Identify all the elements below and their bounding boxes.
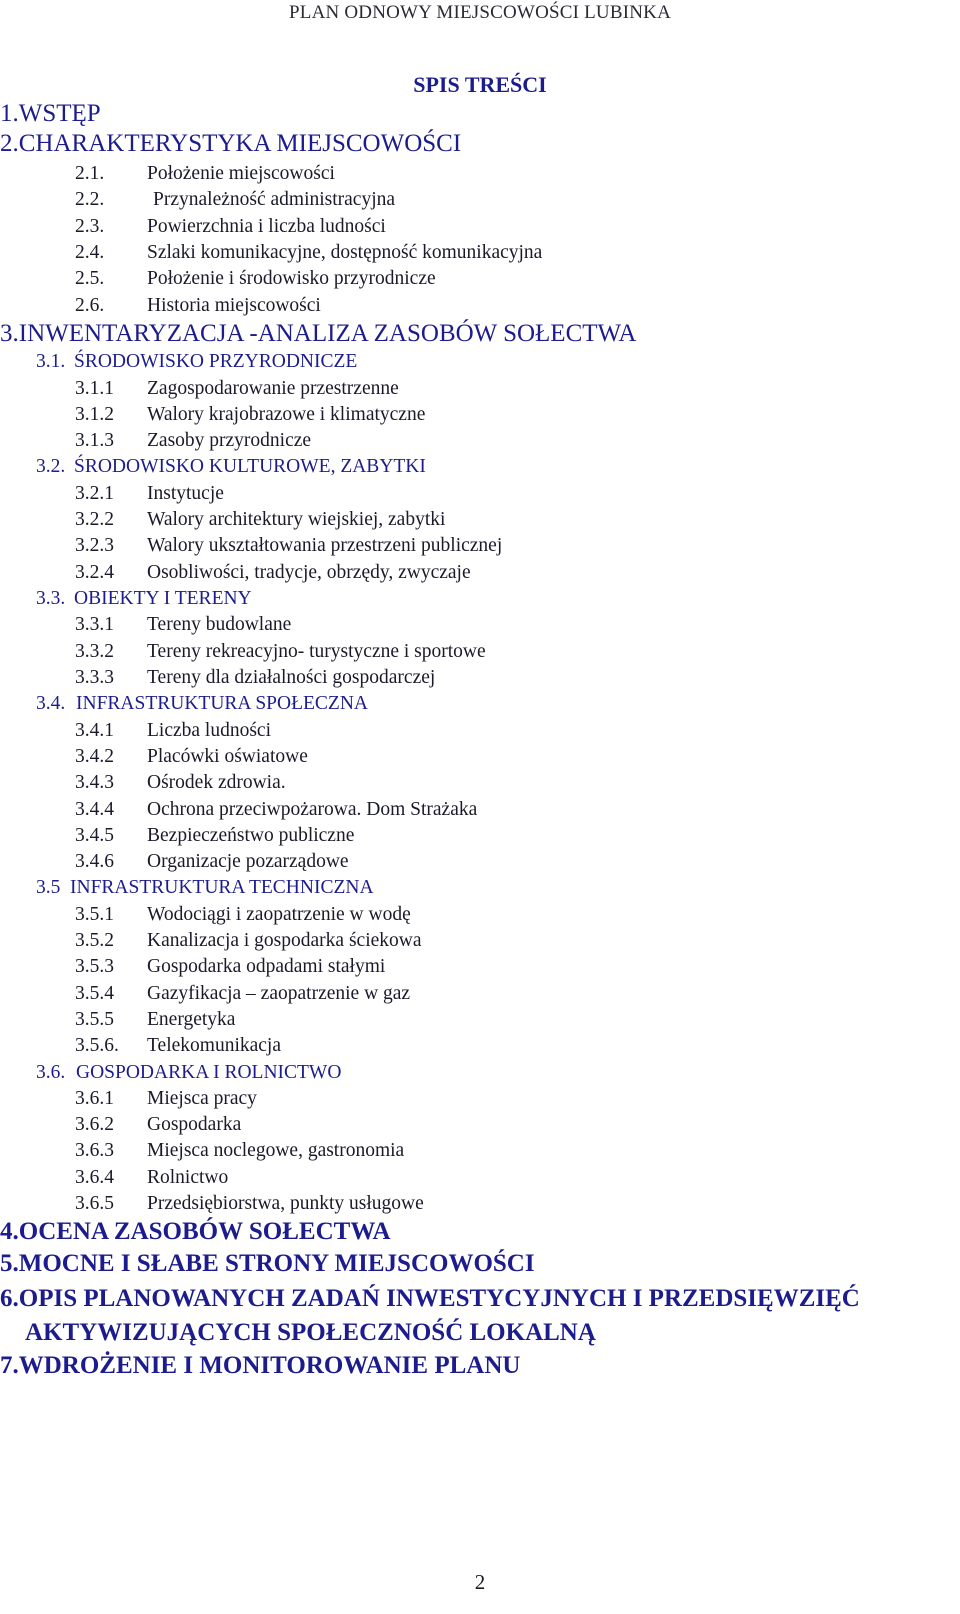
toc-entry-text: Zagospodarowanie przestrzenne [147, 378, 399, 399]
toc-entry [75, 189, 395, 211]
toc-entry [75, 562, 471, 584]
toc-entry-text: Organizacje pozarządowe [147, 851, 349, 872]
toc-entry-number: 2.4. [75, 242, 105, 263]
toc-entry-number: 7. [0, 1352, 19, 1379]
toc-entry-text: Zasoby przyrodnicze [147, 430, 312, 451]
toc-entry [36, 877, 374, 899]
toc-entry-number: 2.6. [75, 295, 105, 316]
toc-entry [36, 693, 368, 715]
toc-entry-number: 3.1. [36, 351, 66, 372]
toc-entry-text: GOSPODARKA I ROLNICTWO [76, 1062, 342, 1083]
toc-entry-number: 3.3.1 [75, 614, 114, 635]
toc-entry-number: 3.5.2 [75, 930, 114, 951]
toc-entry-number: 3.2.4 [75, 562, 114, 583]
toc-entry [75, 983, 410, 1005]
toc-entry-number: 3.5.3 [75, 956, 114, 977]
toc-entry-number: 3.2. [36, 456, 66, 477]
toc-entry [75, 483, 224, 505]
toc-entry-text: Gazyfikacja – zaopatrzenie w gaz [147, 983, 411, 1004]
toc-entry-number: 3.3. [36, 588, 66, 609]
toc-entry-text: Powierzchnia i liczba ludności [147, 216, 386, 237]
toc-entry-text: Ośrodek zdrowia. [147, 772, 286, 793]
toc-entry-number: 3.6.4 [75, 1167, 114, 1188]
toc-entry [75, 614, 291, 636]
page-number: 2 [474, 1570, 486, 1594]
toc-entry-text: INFRASTRUKTURA TECHNICZNA [70, 877, 374, 898]
toc-entry [75, 295, 321, 317]
toc-entry [75, 430, 311, 452]
toc-entry [0, 100, 101, 128]
toc-entry-text: Tereny rekreacyjno- turystyczne i sportowe [147, 641, 486, 662]
toc-entry [75, 904, 411, 926]
toc-entry [75, 799, 477, 821]
toc-entry-number: 3.4.1 [75, 720, 114, 741]
toc-entry-text: Osobliwości, tradycje, obrzędy, zwyczaje [147, 562, 471, 583]
toc-entry-number: 3.4.6 [75, 851, 114, 872]
toc-entry-number: 1. [0, 100, 19, 127]
toc-entry-text: Rolnictwo [147, 1167, 229, 1188]
toc-entry [36, 351, 357, 373]
toc-entry-text: OPIS PLANOWANYCH ZADAŃ INWESTYCYJNYCH I PRZEDSIĘWZIĘĆ [18, 1285, 860, 1312]
toc-entry-text: OCENA ZASOBÓW SOŁECTWA [18, 1218, 391, 1245]
toc-entry [75, 163, 335, 185]
toc-entry-number: 3.1.3 [75, 430, 114, 451]
toc-entry [75, 851, 349, 873]
toc-entry-text: Gospodarka odpadami stałymi [147, 956, 386, 977]
toc-entry-number: 3.5.5 [75, 1009, 114, 1030]
toc-entry [75, 930, 422, 952]
toc-entry [25, 1319, 596, 1347]
toc-entry [36, 588, 252, 610]
toc-entry-text: Szlaki komunikacyjne, dostępność komunikacyjna [147, 242, 543, 263]
toc-entry-text: Położenie miejscowości [147, 163, 335, 184]
toc-entry-text: WDROŻENIE I MONITOROWANIE PLANU [18, 1352, 521, 1379]
toc-entry [75, 667, 435, 689]
toc-entry-text: Przedsiębiorstwa, punkty usługowe [147, 1193, 424, 1214]
toc-entry-number: 2.3. [75, 216, 105, 237]
toc-entry-text: Tereny dla działalności gospodarczej [147, 667, 436, 688]
toc-entry-number: 3.2.1 [75, 483, 114, 504]
toc-entry [75, 242, 542, 264]
toc-entry [75, 1114, 241, 1136]
toc-entry-number: 3.4.3 [75, 772, 114, 793]
toc-entry [75, 1088, 257, 1110]
toc-entry-number: 5. [0, 1250, 19, 1277]
toc-entry-text: ŚRODOWISKO PRZYRODNICZE [74, 351, 358, 372]
toc-entry-text: Miejsca pracy [147, 1088, 257, 1109]
toc-entry-text: Przynależność administracyjna [153, 189, 396, 210]
toc-entry-number: 3.5 [36, 877, 61, 898]
toc-entry-number: 3.2.2 [75, 509, 114, 530]
toc-entry-text: Instytucje [147, 483, 224, 504]
toc-entry-text: CHARAKTERYSTYKA MIEJSCOWOŚCI [18, 130, 462, 157]
toc-entry-number: 2. [0, 130, 19, 157]
toc-entry-number: 3.1.1 [75, 378, 114, 399]
toc-entry-number: 3.6.2 [75, 1114, 114, 1135]
toc-entry [75, 268, 436, 290]
toc-entry-text: Historia miejscowości [147, 295, 321, 316]
toc-entry-number: 3.1.2 [75, 404, 114, 425]
toc-entry-text: INFRASTRUKTURA SPOŁECZNA [76, 693, 368, 714]
toc-entry-text: Gospodarka [147, 1114, 242, 1135]
toc-entry-text: Walory architektury wiejskiej, zabytki [147, 509, 446, 530]
toc-entry [75, 378, 399, 400]
toc-entry [75, 746, 308, 768]
toc-entry [75, 1009, 235, 1031]
toc-entry [75, 825, 354, 847]
toc-entry-text: Kanalizacja i gospodarka ściekowa [147, 930, 422, 951]
toc-entry [0, 320, 636, 348]
toc-entry [36, 456, 426, 478]
toc-title: SPIS TREŚCI [413, 72, 547, 97]
toc-entry-text: Telekomunikacja [147, 1035, 281, 1056]
toc-entry-number: 3.4. [36, 693, 66, 714]
toc-entry [75, 509, 445, 531]
toc-entry-number: 3. [0, 320, 19, 347]
toc-entry-text: Położenie i środowisko przyrodnicze [147, 268, 436, 289]
toc-entry-number: 3.5.1 [75, 904, 114, 925]
toc-entry-text: MOCNE I SŁABE STRONY MIEJSCOWOŚCI [18, 1250, 535, 1277]
toc-entry-number: 3.4.4 [75, 799, 114, 820]
toc-entry-text: Placówki oświatowe [147, 746, 308, 767]
toc-entry [75, 772, 286, 794]
toc-entry-text: ŚRODOWISKO KULTUROWE, ZABYTKI [74, 456, 426, 477]
toc-entry-text: AKTYWIZUJĄCYCH SPOŁECZNOŚĆ LOKALNĄ [25, 1319, 596, 1346]
toc-entry-number: 2.5. [75, 268, 105, 289]
toc-entry [0, 1218, 391, 1246]
toc-entry [75, 1035, 281, 1057]
toc-entry-number: 3.2.3 [75, 535, 114, 556]
toc-entry [75, 641, 486, 663]
toc-entry [0, 130, 461, 158]
page-header: PLAN ODNOWY MIEJSCOWOŚCI LUBINKA [289, 2, 671, 23]
toc-entry-number: 2.2. [75, 189, 105, 210]
toc-entry-text: Tereny budowlane [147, 614, 292, 635]
toc-entry-number: 3.6.5 [75, 1193, 114, 1214]
toc-entry-number: 3.5.6. [75, 1035, 119, 1056]
toc-entry [75, 216, 386, 238]
toc-entry-text: Bezpieczeństwo publiczne [147, 825, 355, 846]
toc-entry [75, 1140, 404, 1162]
toc-entry-number: 3.6. [36, 1062, 66, 1083]
toc-entry-text: WSTĘP [18, 100, 101, 127]
toc-entry-text: Walory ukształtowania przestrzeni publicznej [147, 535, 503, 556]
toc-entry [75, 1193, 424, 1215]
toc-entry [75, 535, 502, 557]
toc-entry-text: Walory krajobrazowe i klimatyczne [147, 404, 426, 425]
toc-entry [0, 1352, 520, 1380]
toc-entry-text: Energetyka [147, 1009, 236, 1030]
toc-entry-number: 3.6.1 [75, 1088, 114, 1109]
toc-entry-text: Wodociągi i zaopatrzenie w wodę [147, 904, 411, 925]
toc-entry [75, 956, 385, 978]
toc-entry-number: 4. [0, 1218, 19, 1245]
toc-entry-number: 3.4.5 [75, 825, 114, 846]
toc-entry-number: 3.3.2 [75, 641, 114, 662]
toc-entry [75, 1167, 228, 1189]
toc-entry [36, 1062, 341, 1084]
toc-entry [0, 1250, 535, 1278]
toc-entry-number: 3.6.3 [75, 1140, 114, 1161]
toc-entry-text: Liczba ludności [147, 720, 271, 741]
toc-entry [75, 404, 425, 426]
toc-entry [75, 720, 271, 742]
toc-entry-number: 3.4.2 [75, 746, 114, 767]
toc-entry-text: Ochrona przeciwpożarowa. Dom Strażaka [147, 799, 478, 820]
toc-entry-text: Miejsca noclegowe, gastronomia [147, 1140, 405, 1161]
toc-entry-number: 3.5.4 [75, 983, 114, 1004]
toc-entry-text: OBIEKTY I TERENY [74, 588, 252, 609]
toc-entry-number: 3.3.3 [75, 667, 114, 688]
toc-entry-number: 6. [0, 1285, 19, 1312]
toc-entry-text: INWENTARYZACJA -ANALIZA ZASOBÓW SOŁECTWA [18, 320, 637, 347]
toc-entry [0, 1285, 860, 1313]
toc-entry-number: 2.1. [75, 163, 105, 184]
